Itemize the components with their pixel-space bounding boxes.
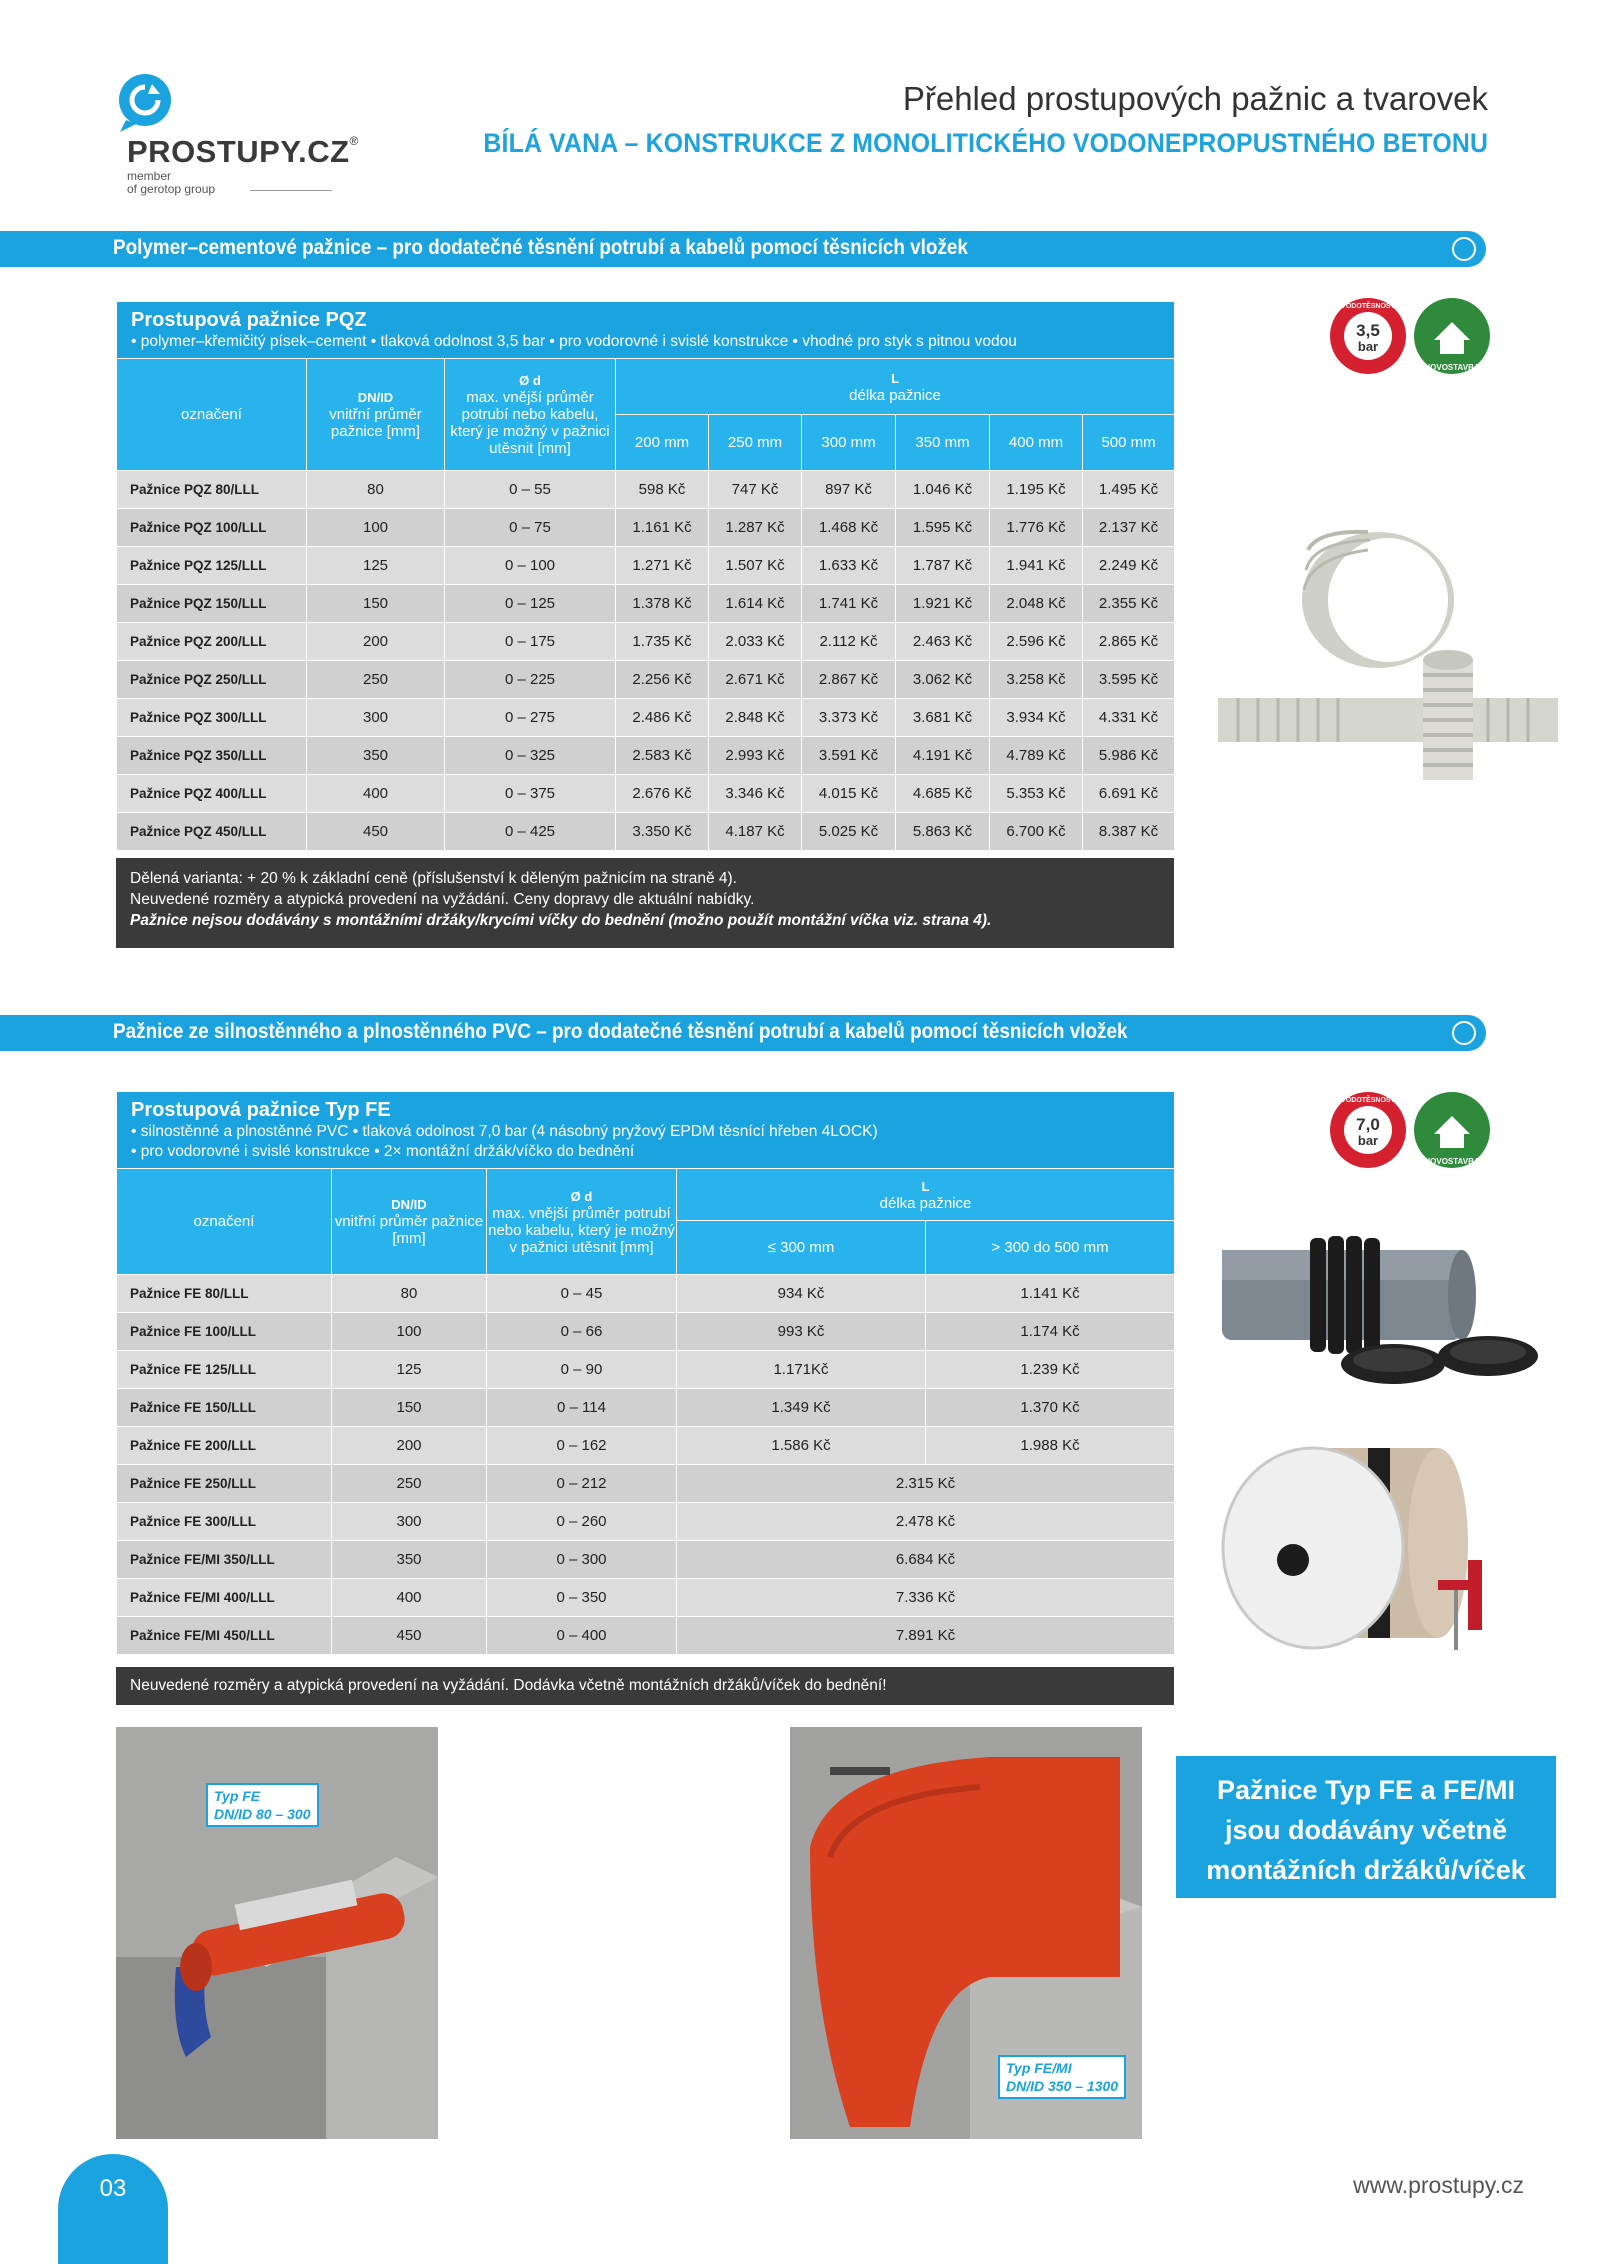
row-price: 3.595 Kč	[1083, 661, 1175, 699]
table-row	[117, 1351, 1175, 1389]
row-price: 4.685 Kč	[896, 775, 990, 813]
table-row	[117, 585, 1175, 623]
length-header: 300 mm	[802, 415, 896, 471]
row-price: 5.025 Kč	[802, 813, 896, 851]
row-dn: 150	[332, 1389, 487, 1427]
row-price: 8.387 Kč	[1083, 813, 1175, 851]
row-d: 0 – 90	[487, 1351, 677, 1389]
row-name: Pažnice PQZ 350/LLL	[117, 737, 307, 775]
table-caption: Prostupová pažnice PQZ • polymer–křemičitý písek–cement • tlaková odolnost 3,5 bar • pro vodorovné i svislé konstrukce • vhodné pro styk s pitnou vodou	[117, 302, 1175, 359]
row-price: 3.350 Kč	[616, 813, 709, 851]
table-row	[117, 1541, 1175, 1579]
row-price: 2.355 Kč	[1083, 585, 1175, 623]
col-header-d: Ø d max. vnější průměr potrubí nebo kabelu, který je možný v pažnici utěsnit [mm]	[445, 359, 616, 471]
row-name: Pažnice FE 200/LLL	[117, 1427, 332, 1465]
row-price: 4.015 Kč	[802, 775, 896, 813]
row-dn: 450	[332, 1617, 487, 1655]
logo-divider	[250, 190, 332, 191]
page-number: 03	[58, 2154, 168, 2264]
row-price: 6.684 Kč	[677, 1541, 1175, 1579]
row-price: 5.353 Kč	[990, 775, 1083, 813]
svg-text:3,5: 3,5	[1356, 321, 1380, 340]
row-price: 2.867 Kč	[802, 661, 896, 699]
length-header: 500 mm	[1083, 415, 1175, 471]
row-price: 1.161 Kč	[616, 509, 709, 547]
row-name: Pažnice FE 125/LLL	[117, 1351, 332, 1389]
row-price: 934 Kč	[677, 1275, 926, 1313]
ring-icon	[1452, 1021, 1476, 1045]
row-price: 1.239 Kč	[926, 1351, 1175, 1389]
row-name: Pažnice FE/MI 450/LLL	[117, 1617, 332, 1655]
pqz-product-photo	[1218, 510, 1558, 790]
row-price: 1.787 Kč	[896, 547, 990, 585]
row-dn: 100	[307, 509, 445, 547]
note-line: Pažnice nejsou dodávány s montážními držáky/krycími víčky do bednění (možno použít montážní víčka viz. strana 4).	[130, 912, 992, 929]
svg-text:NOVOSTAVBA: NOVOSTAVBA	[1424, 363, 1480, 372]
row-price: 2.478 Kč	[677, 1503, 1175, 1541]
row-d: 0 – 100	[445, 547, 616, 585]
row-price: 1.633 Kč	[802, 547, 896, 585]
row-d: 0 – 55	[445, 471, 616, 509]
row-price: 1.287 Kč	[709, 509, 802, 547]
row-dn: 400	[307, 775, 445, 813]
row-d: 0 – 45	[487, 1275, 677, 1313]
section-bar-title: Pažnice ze silnostěnného a plnostěnného PVC – pro dodatečné těsnění potrubí a kabelů pomocí těsnicích vložek	[113, 1020, 1128, 1043]
table-row	[117, 1579, 1175, 1617]
row-price: 4.789 Kč	[990, 737, 1083, 775]
row-price: 2.137 Kč	[1083, 509, 1175, 547]
row-name: Pažnice FE/MI 400/LLL	[117, 1579, 332, 1617]
row-price: 1.468 Kč	[802, 509, 896, 547]
table-row	[117, 1389, 1175, 1427]
table-row	[117, 1503, 1175, 1541]
row-price: 1.586 Kč	[677, 1427, 926, 1465]
row-price: 2.033 Kč	[709, 623, 802, 661]
fe-mi-type-label: Typ FE/MI DN/ID 350 – 1300	[998, 2055, 1126, 2099]
table-row	[117, 813, 1175, 851]
logo	[112, 72, 359, 202]
fe-installation-illustration	[116, 1727, 438, 2139]
pqz-price-table	[116, 301, 1175, 851]
row-price: 4.331 Kč	[1083, 699, 1175, 737]
new-construction-badge-icon	[1412, 296, 1492, 376]
row-price: 1.046 Kč	[896, 471, 990, 509]
fe-mi-installation-illustration	[790, 1727, 1142, 2139]
row-price: 1.941 Kč	[990, 547, 1083, 585]
row-name: Pažnice FE 100/LLL	[117, 1313, 332, 1351]
col-header-length: L délka pažnice	[616, 359, 1175, 415]
table-row	[117, 1313, 1175, 1351]
row-name: Pažnice PQZ 200/LLL	[117, 623, 307, 661]
row-price: 3.373 Kč	[802, 699, 896, 737]
row-price: 2.596 Kč	[990, 623, 1083, 661]
section-bar-polymer	[0, 231, 1486, 267]
website-link[interactable]: www.prostupy.cz	[1353, 2172, 1524, 2198]
svg-text:bar: bar	[1357, 1133, 1379, 1148]
row-price: 2.583 Kč	[616, 737, 709, 775]
pqz-notes	[116, 858, 1174, 948]
length-header: 250 mm	[709, 415, 802, 471]
table-row	[117, 509, 1175, 547]
row-d: 0 – 425	[445, 813, 616, 851]
row-d: 0 – 350	[487, 1579, 677, 1617]
row-price: 2.486 Kč	[616, 699, 709, 737]
row-d: 0 – 162	[487, 1427, 677, 1465]
col-header-dn: DN/ID vnitřní průměr pažnice [mm]	[332, 1169, 487, 1275]
row-name: Pažnice FE 300/LLL	[117, 1503, 332, 1541]
row-name: Pažnice PQZ 300/LLL	[117, 699, 307, 737]
row-dn: 350	[332, 1541, 487, 1579]
table-row	[117, 661, 1175, 699]
row-price: 2.249 Kč	[1083, 547, 1175, 585]
ring-icon	[1452, 237, 1476, 261]
row-price: 2.671 Kč	[709, 661, 802, 699]
row-price: 993 Kč	[677, 1313, 926, 1351]
logo-text: PROSTUPY.CZ®	[127, 134, 359, 169]
row-d: 0 – 260	[487, 1503, 677, 1541]
section-bar-title: Polymer–cementové pažnice – pro dodatečné těsnění potrubí a kabelů pomocí těsnicích vložek	[113, 236, 968, 259]
row-price: 3.681 Kč	[896, 699, 990, 737]
row-dn: 300	[332, 1503, 487, 1541]
row-price: 1.595 Kč	[896, 509, 990, 547]
row-name: Pažnice PQZ 250/LLL	[117, 661, 307, 699]
fe-pipe-photo	[1218, 1220, 1558, 1420]
row-price: 1.195 Kč	[990, 471, 1083, 509]
row-price: 5.863 Kč	[896, 813, 990, 851]
table-row	[117, 547, 1175, 585]
row-dn: 200	[307, 623, 445, 661]
fe-type-label: Typ FE DN/ID 80 – 300	[206, 1783, 319, 1827]
table-row	[117, 1275, 1175, 1313]
row-price: 2.463 Kč	[896, 623, 990, 661]
row-price: 1.776 Kč	[990, 509, 1083, 547]
logo-mark-icon	[114, 72, 176, 134]
row-price: 1.495 Kč	[1083, 471, 1175, 509]
row-name: Pažnice PQZ 400/LLL	[117, 775, 307, 813]
table-row	[117, 1465, 1175, 1503]
table-row	[117, 1427, 1175, 1465]
row-price: 2.048 Kč	[990, 585, 1083, 623]
length-header: 350 mm	[896, 415, 990, 471]
row-name: Pažnice PQZ 100/LLL	[117, 509, 307, 547]
row-name: Pažnice FE 150/LLL	[117, 1389, 332, 1427]
row-price: 598 Kč	[616, 471, 709, 509]
table-row	[117, 699, 1175, 737]
row-price: 3.346 Kč	[709, 775, 802, 813]
col-header-dn: DN/ID vnitřní průměr pažnice [mm]	[307, 359, 445, 471]
row-price: 1.141 Kč	[926, 1275, 1175, 1313]
row-price: 1.735 Kč	[616, 623, 709, 661]
table-row	[117, 1617, 1175, 1655]
row-dn: 250	[307, 661, 445, 699]
col-header-name: označení	[117, 359, 307, 471]
col-header-length: L délka pažnice	[677, 1169, 1175, 1221]
table-row	[117, 737, 1175, 775]
row-name: Pažnice PQZ 150/LLL	[117, 585, 307, 623]
row-dn: 350	[307, 737, 445, 775]
row-dn: 80	[307, 471, 445, 509]
table-row	[117, 775, 1175, 813]
row-price: 1.171Kč	[677, 1351, 926, 1389]
svg-text:NOVOSTAVBA: NOVOSTAVBA	[1424, 1157, 1480, 1166]
row-d: 0 – 400	[487, 1617, 677, 1655]
table-caption: Prostupová pažnice Typ FE • silnostěnné a plnostěnné PVC • tlaková odolnost 7,0 bar (4 násobný pryžový EPDM těsnící hřeben 4LOCK) • pro vodorovné i svislé konstrukce • 2× montážní držák/víčko do bednění	[117, 1092, 1175, 1169]
row-d: 0 – 325	[445, 737, 616, 775]
svg-text:VODOTĚSNOST: VODOTĚSNOST	[1341, 1097, 1395, 1104]
row-price: 2.865 Kč	[1083, 623, 1175, 661]
row-price: 7.336 Kč	[677, 1579, 1175, 1617]
row-name: Pažnice FE 250/LLL	[117, 1465, 332, 1503]
row-price: 747 Kč	[709, 471, 802, 509]
row-dn: 300	[307, 699, 445, 737]
row-d: 0 – 114	[487, 1389, 677, 1427]
row-price: 1.174 Kč	[926, 1313, 1175, 1351]
row-d: 0 – 275	[445, 699, 616, 737]
row-dn: 100	[332, 1313, 487, 1351]
svg-text:7,0: 7,0	[1356, 1115, 1380, 1134]
logo-member-text: member of gerotop group	[127, 169, 216, 196]
new-construction-badge-icon	[1412, 1090, 1492, 1170]
row-name: Pažnice FE/MI 350/LLL	[117, 1541, 332, 1579]
row-dn: 400	[332, 1579, 487, 1617]
row-d: 0 – 75	[445, 509, 616, 547]
row-dn: 125	[307, 547, 445, 585]
row-price: 4.187 Kč	[709, 813, 802, 851]
row-price: 1.988 Kč	[926, 1427, 1175, 1465]
row-price: 4.191 Kč	[896, 737, 990, 775]
length-header: 200 mm	[616, 415, 709, 471]
row-price: 5.986 Kč	[1083, 737, 1175, 775]
row-price: 2.848 Kč	[709, 699, 802, 737]
row-price: 2.256 Kč	[616, 661, 709, 699]
row-price: 3.062 Kč	[896, 661, 990, 699]
row-price: 897 Kč	[802, 471, 896, 509]
length-header: 400 mm	[990, 415, 1083, 471]
row-price: 2.676 Kč	[616, 775, 709, 813]
row-price: 1.741 Kč	[802, 585, 896, 623]
note-line: Neuvedené rozměry a atypická provedení na vyžádání. Dodávka včetně montážních držáků/víček do bednění!	[130, 1677, 887, 1694]
length-header: > 300 do 500 mm	[926, 1221, 1175, 1275]
pressure-badge-icon	[1328, 1090, 1408, 1170]
note-line: Dělená varianta: + 20 % k základní ceně (příslušenství k děleným pažnicím na straně 4).	[130, 870, 737, 887]
svg-text:bar: bar	[1357, 339, 1379, 354]
row-price: 1.271 Kč	[616, 547, 709, 585]
row-price: 1.507 Kč	[709, 547, 802, 585]
svg-text:VODOTĚSNOST: VODOTĚSNOST	[1341, 303, 1395, 310]
row-name: Pažnice FE 80/LLL	[117, 1275, 332, 1313]
col-header-name: označení	[117, 1169, 332, 1275]
row-name: Pažnice PQZ 80/LLL	[117, 471, 307, 509]
row-price: 3.591 Kč	[802, 737, 896, 775]
page-title: Přehled prostupových pažnic a tvarovek	[902, 80, 1488, 117]
row-d: 0 – 175	[445, 623, 616, 661]
row-price: 6.691 Kč	[1083, 775, 1175, 813]
row-price: 3.258 Kč	[990, 661, 1083, 699]
row-dn: 250	[332, 1465, 487, 1503]
row-d: 0 – 300	[487, 1541, 677, 1579]
row-price: 7.891 Kč	[677, 1617, 1175, 1655]
row-d: 0 – 225	[445, 661, 616, 699]
row-d: 0 – 66	[487, 1313, 677, 1351]
row-name: Pažnice PQZ 125/LLL	[117, 547, 307, 585]
delivery-callout: Pažnice Typ FE a FE/MI jsou dodávány včetně montážních držáků/víček	[1176, 1756, 1556, 1898]
row-dn: 125	[332, 1351, 487, 1389]
row-price: 3.934 Kč	[990, 699, 1083, 737]
row-price: 1.614 Kč	[709, 585, 802, 623]
row-dn: 150	[307, 585, 445, 623]
row-price: 1.370 Kč	[926, 1389, 1175, 1427]
fe-price-table	[116, 1091, 1175, 1655]
row-price: 2.315 Kč	[677, 1465, 1175, 1503]
fe-notes	[116, 1667, 1174, 1705]
fe-mi-sleeve-photo	[1218, 1440, 1558, 1680]
table-row	[117, 623, 1175, 661]
row-dn: 450	[307, 813, 445, 851]
table-row	[117, 471, 1175, 509]
page-subtitle: BÍLÁ VANA – KONSTRUKCE Z MONOLITICKÉHO VODONEPROPUSTNÉHO BETONU	[483, 128, 1488, 158]
length-header: ≤ 300 mm	[677, 1221, 926, 1275]
row-price: 1.349 Kč	[677, 1389, 926, 1427]
row-price: 1.378 Kč	[616, 585, 709, 623]
row-dn: 80	[332, 1275, 487, 1313]
row-price: 1.921 Kč	[896, 585, 990, 623]
row-d: 0 – 212	[487, 1465, 677, 1503]
note-line: Neuvedené rozměry a atypická provedení na vyžádání. Ceny dopravy dle aktuální nabídky.	[130, 891, 755, 908]
row-price: 6.700 Kč	[990, 813, 1083, 851]
row-name: Pažnice PQZ 450/LLL	[117, 813, 307, 851]
row-price: 2.112 Kč	[802, 623, 896, 661]
row-price: 2.993 Kč	[709, 737, 802, 775]
col-header-d: Ø d max. vnější průměr potrubí nebo kabelu, který je možný v pažnici utěsnit [mm]	[487, 1169, 677, 1275]
section-bar-pvc	[0, 1015, 1486, 1051]
row-dn: 200	[332, 1427, 487, 1465]
row-d: 0 – 375	[445, 775, 616, 813]
row-d: 0 – 125	[445, 585, 616, 623]
pressure-badge-icon	[1328, 296, 1408, 376]
